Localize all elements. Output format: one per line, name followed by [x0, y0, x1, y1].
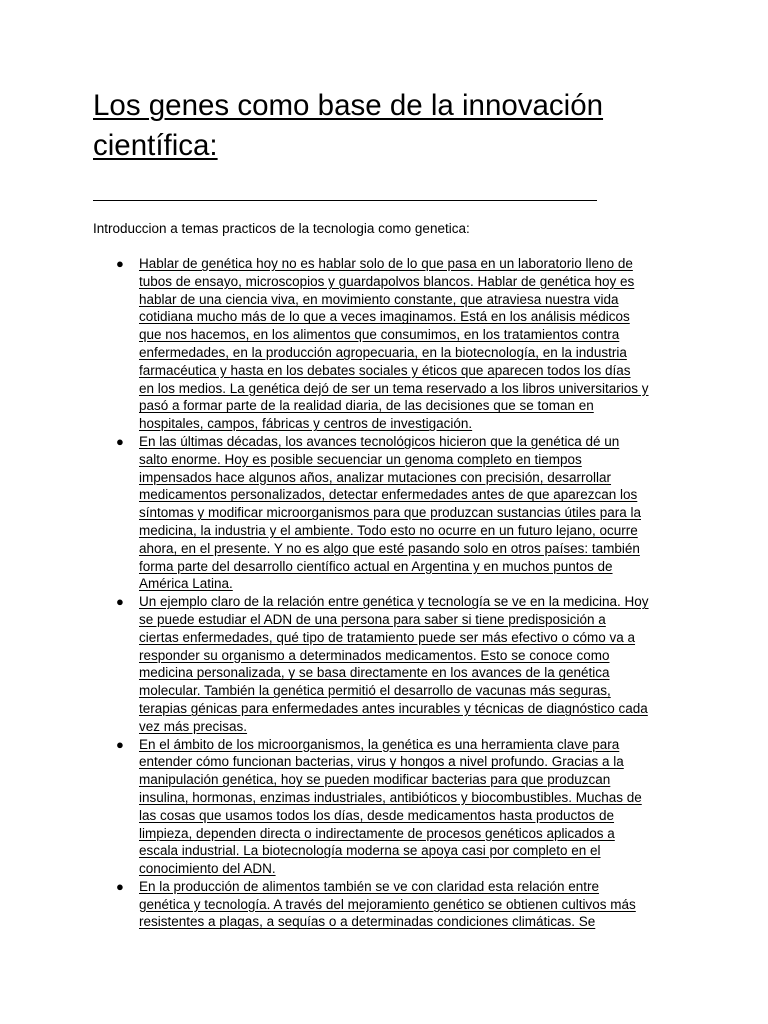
- list-item: [116, 433, 676, 593]
- list-item: [116, 593, 676, 735]
- text-line: escala industrial. La biotecnología moderna se apoya casi por completo en el: [139, 843, 601, 859]
- text-line: terapias génicas para enfermedades antes incurables y técnicas de diagnóstico cada: [139, 700, 648, 716]
- text-line: las cosas que usamos todos los días, desde medicamentos hasta productos de: [139, 807, 615, 823]
- text-line: vez más precisas.: [139, 718, 248, 734]
- text-line: medicina, la industria y el ambiente. Todo esto no ocurre en un futuro lejano, ocurre: [139, 522, 638, 538]
- text-line: ciertas enfermedades, qué tipo de tratamiento puede ser más efectivo o cómo va a: [139, 629, 636, 645]
- text-line: ahora, en el presente. Y no es algo que esté pasando solo en otros países: también: [139, 540, 640, 556]
- text-line: tubos de ensayo, microscopios y guardapolvos blancos. Hablar de genética hoy es: [139, 273, 635, 289]
- paragraph-text: [139, 878, 676, 931]
- text-line: conocimiento del ADN.: [139, 861, 276, 877]
- bullet-icon: ●: [116, 256, 124, 271]
- text-line: impensados hace algunos años, analizar mutaciones con precisión, desarrollar: [139, 469, 612, 485]
- bullet-icon: ●: [116, 736, 124, 752]
- text-line: América Latina.: [139, 576, 233, 592]
- text-line: medicamentos personalizados, detectar enfermedades antes de que aparezcan los: [139, 487, 638, 503]
- text-line: En las últimas décadas, los avances tecnológicos hicieron que la genética dé un: [139, 433, 620, 449]
- bullet-icon: ●: [116, 878, 124, 894]
- bullet-list: [116, 255, 676, 931]
- text-line: pasó a formar parte de la realidad diaria, de las decisiones que se toman en: [139, 398, 594, 414]
- text-line: Un ejemplo claro de la relación entre genética y tecnología se ve en la medicina. Hoy: [139, 594, 649, 610]
- paragraph-text: [139, 255, 676, 433]
- intro-text: Introduccion a temas practicos de la tecnologia como genetica:: [93, 221, 470, 236]
- text-line: síntomas y modificar microorganismos para que produzcan sustancias útiles para la: [139, 505, 641, 521]
- bullet-icon: ●: [116, 433, 124, 449]
- list-item: [116, 255, 676, 433]
- text-line: hospitales, campos, fábricas y centros de investigación.: [139, 416, 473, 432]
- text-line: medicina personalizada, y se basa directamente en los avances de la genética: [139, 665, 610, 681]
- text-line: que nos hacemos, en los alimentos que consumimos, en los tratamientos contra: [139, 327, 620, 343]
- text-line: enfermedades, en la producción agropecuaria, en la biotecnología, en la industria: [139, 344, 627, 360]
- text-line: responder su organismo a determinados medicamentos. Esto se conoce como: [139, 647, 610, 663]
- text-line: genética y tecnología. A través del mejoramiento genético se obtienen cultivos más: [139, 896, 636, 912]
- text-line: hablar de una ciencia viva, en movimiento constante, que atraviesa nuestra vida: [139, 291, 619, 307]
- text-line: entender cómo funcionan bacterias, virus y hongos a nivel profundo. Gracias a la: [139, 754, 624, 770]
- text-line: molecular. También la genética permitió el desarrollo de vacunas más seguras,: [139, 683, 611, 699]
- text-line: resistentes a plagas, a sequías o a determinadas condiciones climáticas. Se: [139, 914, 596, 930]
- text-line: limpieza, dependen directa o indirectamente de procesos genéticos aplicados a: [139, 825, 615, 841]
- document-title: Los genes como base de la innovación científica:: [93, 89, 604, 162]
- text-line: insulina, hormonas, enzimas industriales, antibióticos y biocombustibles. Muchas de: [139, 789, 642, 805]
- horizontal-rule: [93, 200, 597, 201]
- text-line: manipulación genética, hoy se pueden modificar bacterias para que produzcan: [139, 772, 611, 788]
- list-item: [116, 736, 676, 878]
- bullet-icon: ●: [116, 594, 124, 610]
- text-line: se puede estudiar el ADN de una persona para saber si tiene predisposición a: [139, 611, 606, 627]
- text-line: Hablar de genética hoy no es hablar solo de lo que pasa en un laboratorio lleno de: [139, 256, 633, 271]
- text-line: en los medios. La genética dejó de ser un tema reservado a los libros universitarios y: [139, 380, 649, 396]
- text-line: En la producción de alimentos también se ve con claridad esta relación entre: [139, 878, 600, 894]
- list-item: [116, 878, 676, 931]
- paragraph-text: [139, 736, 676, 878]
- text-line: farmacéutica y hasta en los debates sociales y éticos que aparecen todos los días: [139, 362, 631, 378]
- text-line: En el ámbito de los microorganismos, la genética es una herramienta clave para: [139, 736, 620, 752]
- text-line: salto enorme. Hoy es posible secuenciar un genoma completo en tiempos: [139, 451, 582, 467]
- text-line: cotidiana mucho más de lo que a veces imaginamos. Está en los análisis médicos: [139, 309, 630, 325]
- text-line: forma parte del desarrollo científico actual en Argentina y en muchos puntos de: [139, 558, 613, 574]
- paragraph-text: [139, 593, 676, 735]
- paragraph-text: [139, 433, 676, 593]
